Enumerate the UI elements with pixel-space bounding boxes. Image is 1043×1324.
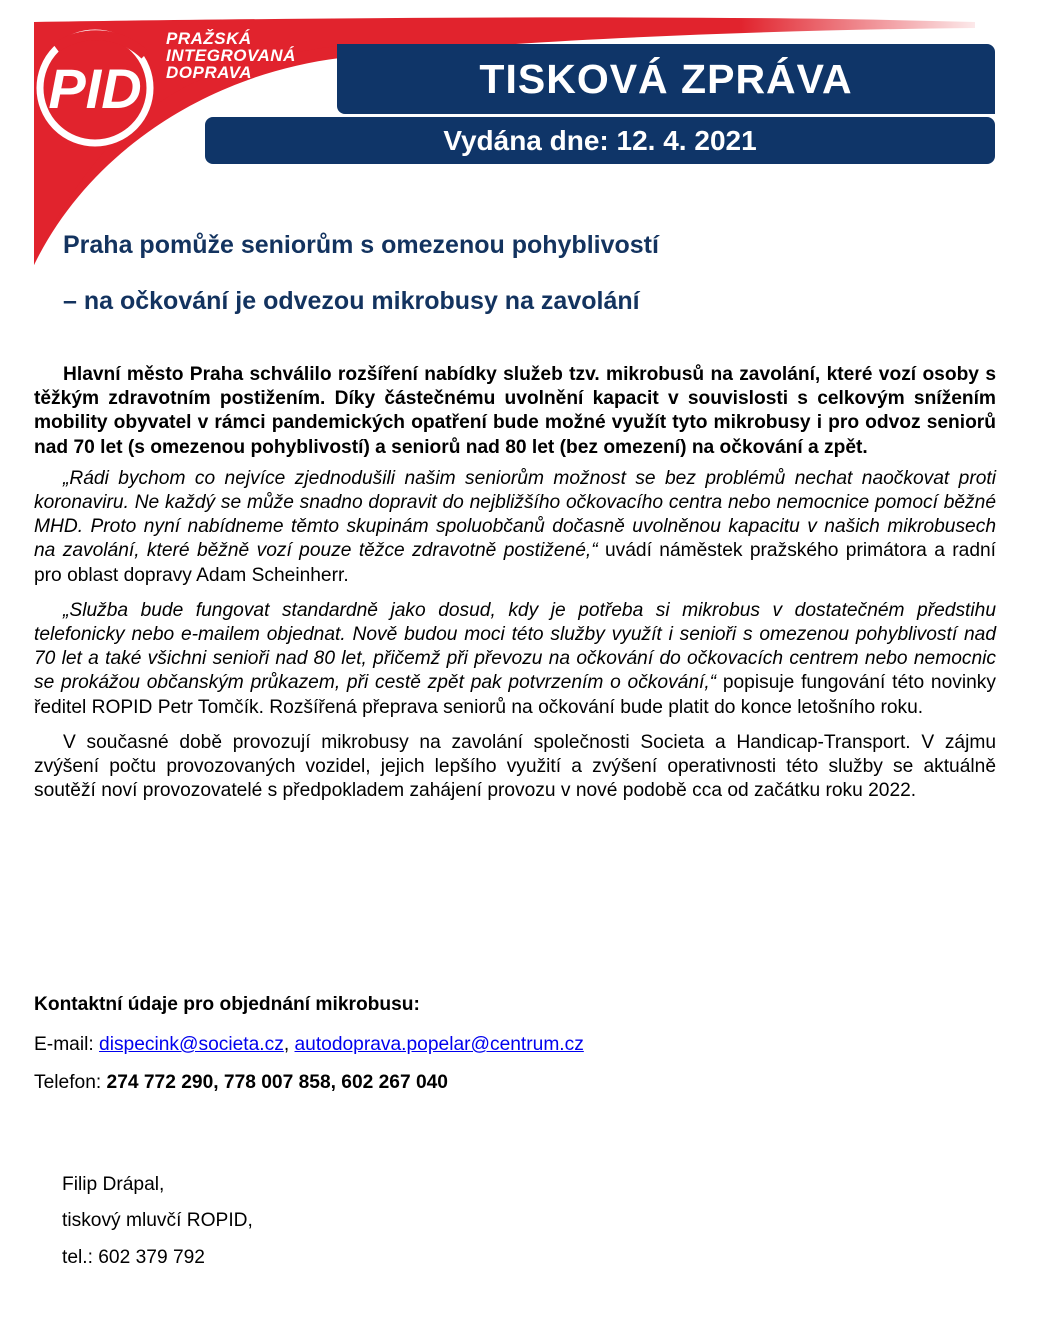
signature-phone: tel.: 602 379 792: [62, 1247, 205, 1268]
contact-heading: Kontaktní údaje pro objednání mikrobusu:: [34, 994, 420, 1015]
headline-line-1: Praha pomůže seniorům s omezenou pohyblivostí: [63, 231, 659, 259]
lead-paragraph: Hlavní město Praha schválilo rozšíření nabídky služeb tzv. mikrobusů na zavolání, které vozí osoby s těžkým zdravotním postižením. Díky částečnému uvolnění kapacit v souvislosti s celkovým snížením mobility obyvatel v rámci pandemických opatření bude možné využít tyto mikrobusy i pro odvoz seniorů nad 70 let (s omezenou pohyblivostí) a seniorů nad 80 let (bez omezení) na očkování a zpět.: [34, 364, 996, 458]
signature-name: Filip Drápal,: [62, 1174, 165, 1195]
article-body: [34, 363, 996, 803]
quote-paragraph-2: [34, 599, 996, 720]
email-separator: ,: [283, 1034, 295, 1055]
email-link-societa[interactable]: dispecink@societa.cz: [99, 1034, 284, 1055]
email-label: E-mail:: [34, 1034, 100, 1055]
phone-label: Telefon:: [34, 1072, 107, 1093]
brand-line-1: PRAŽSKÁ: [166, 29, 252, 48]
phone-numbers: 274 772 290, 778 007 858, 602 267 040: [106, 1072, 448, 1093]
headline-line-2: – na očkování je odvezou mikrobusy na zavolání: [63, 287, 640, 315]
contact-email-row: [34, 1033, 994, 1057]
press-release-title: TISKOVÁ ZPRÁVA: [337, 44, 995, 114]
brand-line-2: INTEGROVANÁ: [166, 46, 296, 65]
quote-2: „Služba bude fungovat standardně jako dosud, kdy je potřeba si mikrobus v dostatečném předstihu telefonicky nebo e-mailem objednat. Nově budou moci této služby využít i senioři s omezenou pohyblivostí nad 70 let a také všichni senioři nad 80 let, přičemž při převozu na očkování do očkovacích centrem nebo nemocnic se prokážou občanským průkazem, při cestě zpět pak potvrzením o očkování,“: [34, 599, 996, 694]
closing-paragraph: V současné době provozují mikrobusy na zavolání společnosti Societa a Handicap-Transport. V zájmu zvýšení počtu provozovaných vozidel, jejich lepšího využití a zvýšení operativnosti této služby se aktuálně soutěží noví provozovatelé s předpokladem zahájení provozu v nové podobě cca od začátku roku 2022.: [34, 731, 996, 802]
svg-text:PID: PID: [48, 57, 142, 120]
quote-paragraph-1: [34, 467, 996, 588]
release-date: Vydána dne: 12. 4. 2021: [205, 117, 995, 164]
contact-phone-row: [34, 1071, 994, 1095]
email-link-popelar[interactable]: autodoprava.popelar@centrum.cz: [294, 1034, 584, 1055]
signature-role: tiskový mluvčí ROPID,: [62, 1210, 253, 1231]
quote-1: „Rádi bychom co nejvíce zjednodušili našim seniorům možnost se bez problémů nechat naočkovat proti koronaviru. Ne každý se může snadno dopravit do nejbližšího očkovacího centra nebo nemocnice pomocí běžné MHD. Proto nyní nabídneme těmto skupinám spoluobčanů dočasně uvolněnou kapacitu v našich mikrobusech na zavolání, které běžně vozí pouze těžce zdravotně postižené,“: [34, 467, 996, 562]
brand-line-3: DOPRAVA: [166, 63, 252, 82]
quote-2-attribution: popisuje fungování této novinky ředitel ROPID Petr Tomčík. Rozšířená přeprava seniorů na očkování bude platit do konce letošního roku.: [34, 672, 996, 718]
quote-1-attribution: uvádí náměstek pražského primátora a radní pro oblast dopravy Adam Scheinherr.: [34, 540, 996, 586]
